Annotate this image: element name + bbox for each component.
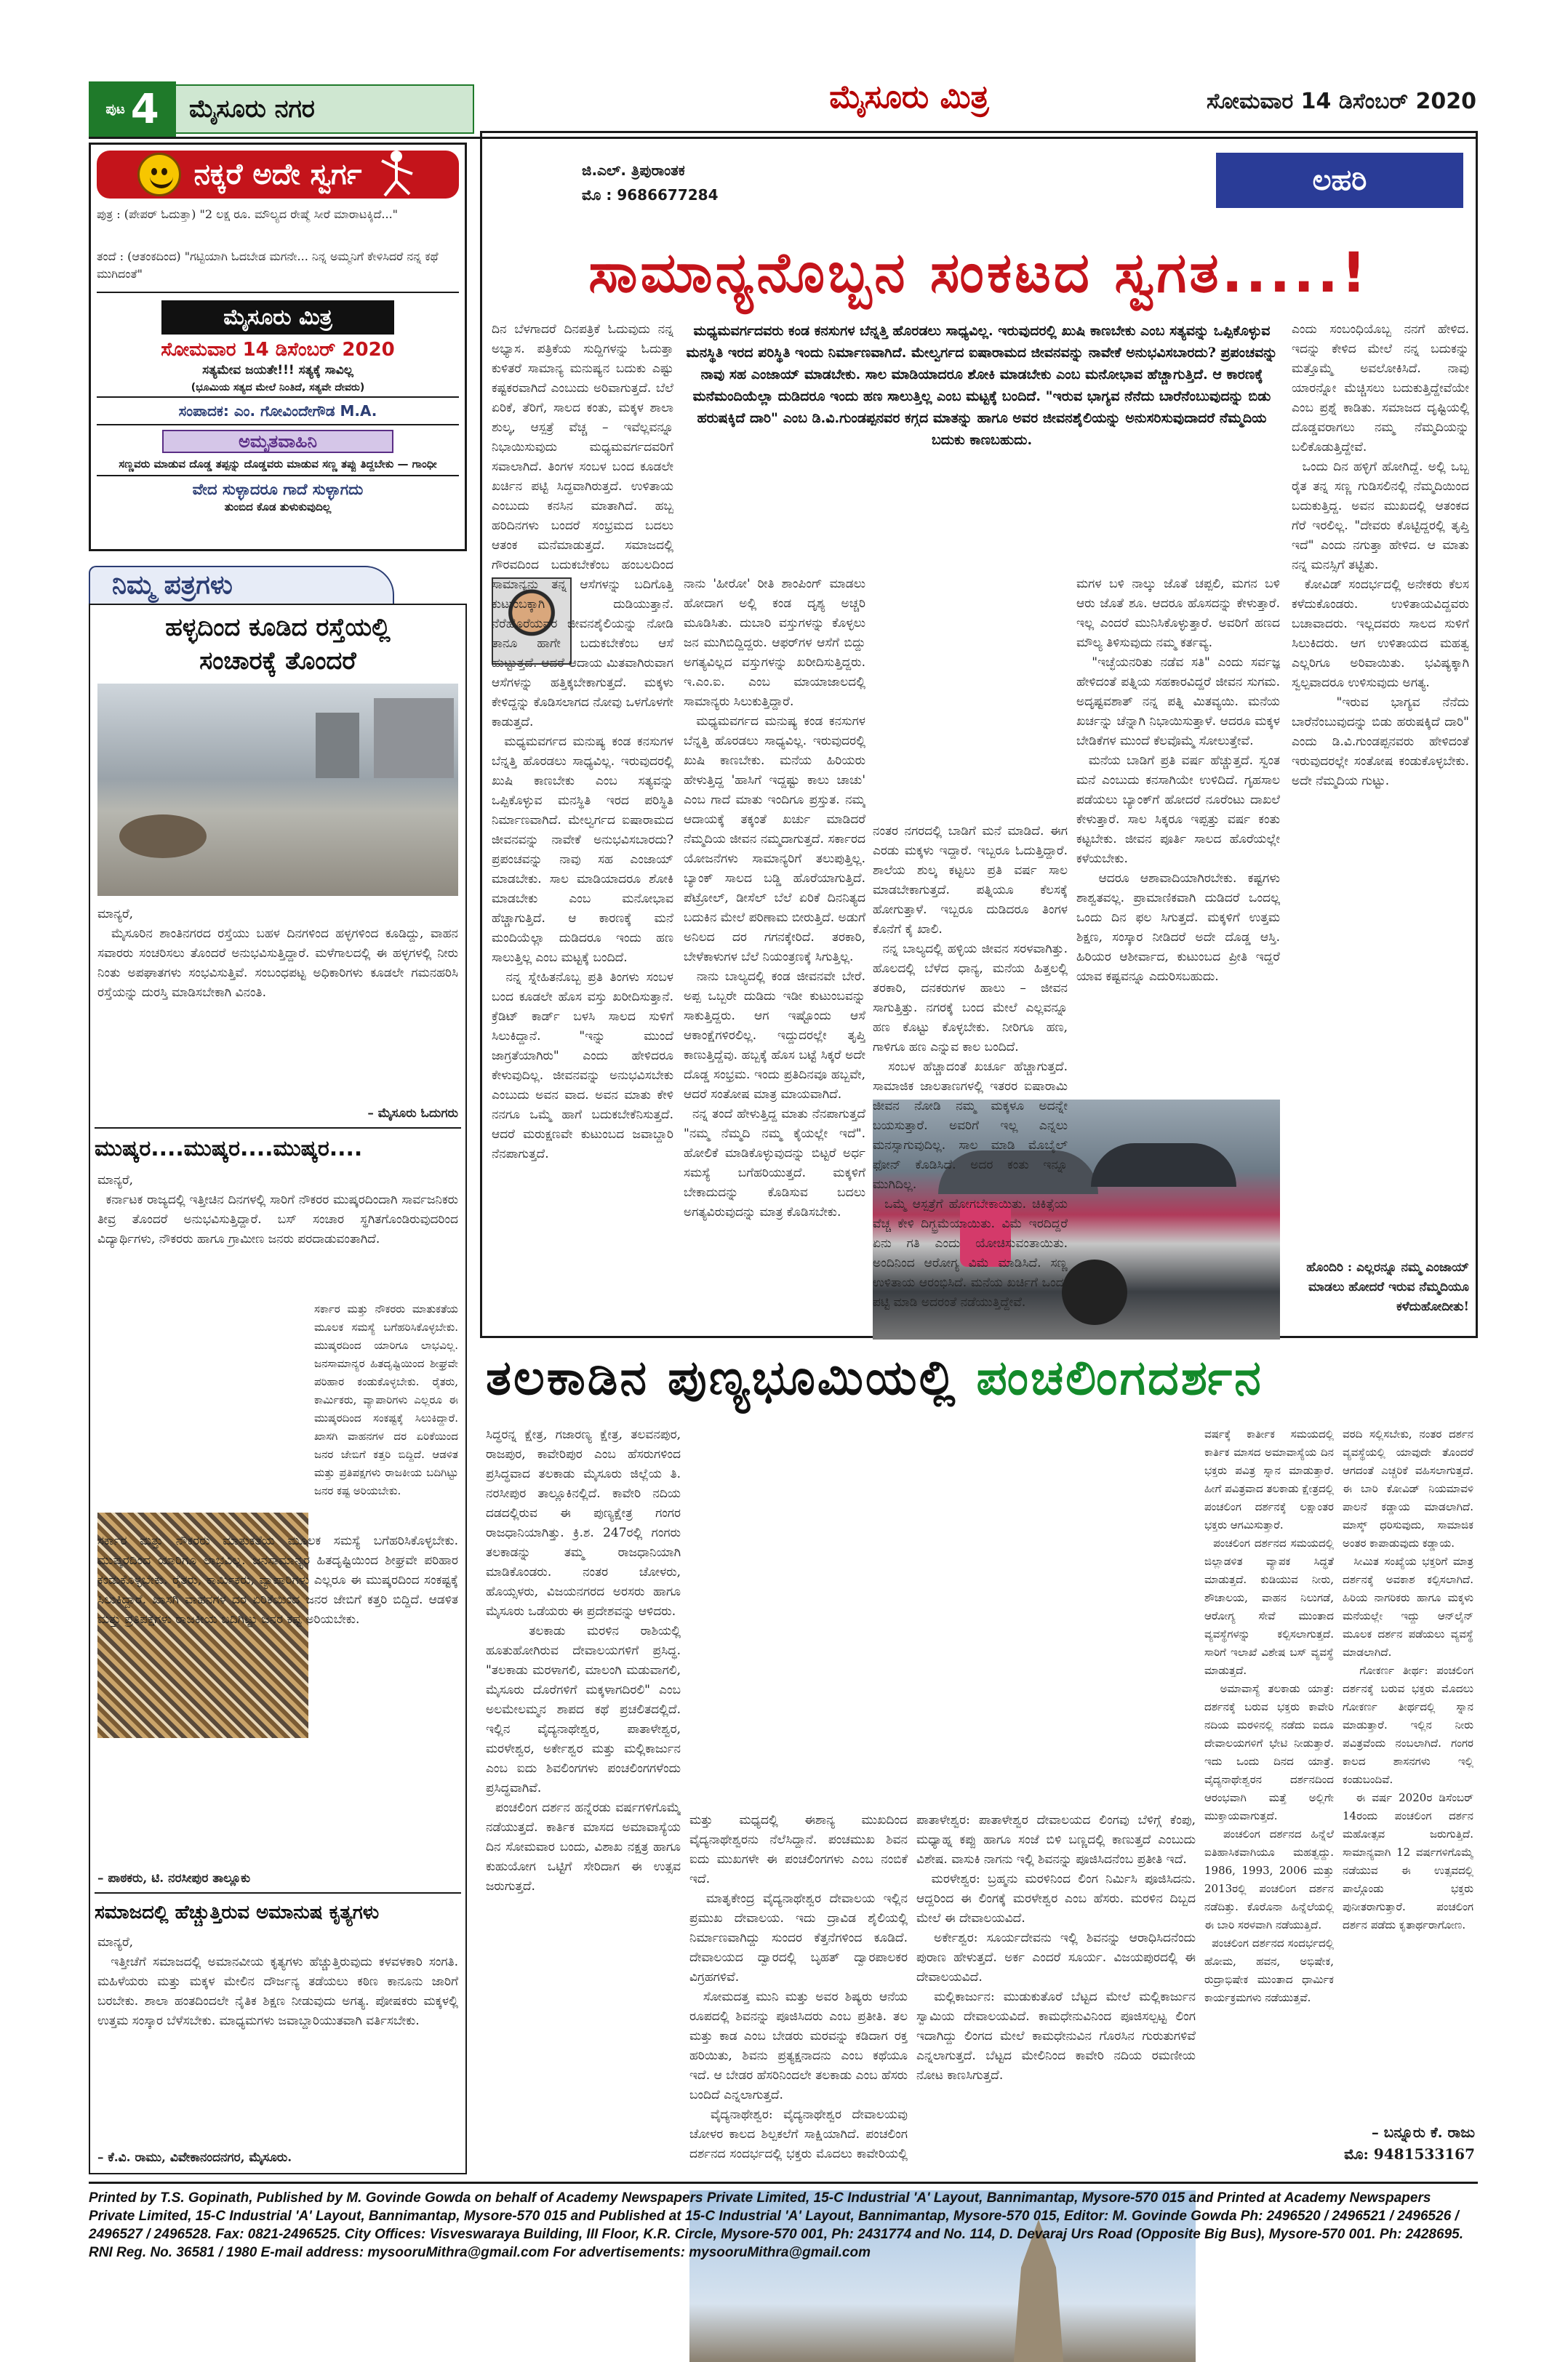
imprint-footer: Printed by T.S. Gopinath, Published by M. Govinde Gowda on behalf of Academy Newspapers Private Limited, 15-C Industrial 'A' Layout, Bannimantap, Mysore-570 015 and Printed at Academy Newspapers Private Limited, 15-C Industrial 'A' Layout, Bannimantap, Mysore-570 015 and Published at 15-C Industrial 'A' Layout, Bannimantap, Mysore-570 015, Editor: M. Govinde Gowda Ph: 2496520 / 2496521 / 2496526 / 2496527 / 2496528. Fax: 0821-2496525. City Offices: Visveswaraya Building, III Floor, K.R. Circle, Mysore-570 001, Ph: 2431774 and No. 114, D. Devaraj Urs Road (Opposite Big Bus), Mysore-570 001. Ph: 2428695. RNI Reg. No. 36581 / 1980 E-mail address: mysooruMithra@gmail.com For advertisements: mysooruMithra@gmail.com (89, 2190, 1463, 2260)
letter-1-headline-line-2: ಸಂಚಾರಕ್ಕೆ ತೊಂದರೆ (199, 646, 356, 676)
talakadu-headline-green: ಪಂಚಲಿಂಗದರ್ಶನ (976, 1350, 1263, 1406)
paper-motto-1: ಸತ್ಯಮೇವ ಜಯತೇ!!! ಸತ್ಯಕ್ಕೆ ಸಾವಿಲ್ಲ (202, 363, 353, 377)
letters-tab-label: ನಿಮ್ಮ ಪತ್ರಗಳು (112, 570, 233, 600)
fun-line-1: ಪುತ್ರ : (ಪೇಪರ್ ಓದುತ್ತಾ) "2 ಲಕ್ಷ ರೂ. ಮೌಲ್ಯದ ರೇಷ್ಮೆ ಸೀರೆ ಮಾರಾಟಕ್ಕಿದೆ..." (97, 207, 399, 221)
lahari-lead: ಮಧ್ಯಮವರ್ಗದವರು ಕಂಡ ಕನಸುಗಳ ಬೆನ್ನತ್ತಿ ಹೊರಡಲು ಸಾಧ್ಯವಿಲ್ಲ. ಇರುವುದರಲ್ಲಿ ಖುಷಿ ಕಾಣಬೇಕು ಎಂಬ ಸತ್ಯವನ್ನು ಒಪ್ಪಿಕೊಳ್ಳುವ ಮನಸ್ಥಿತಿ ಇರದ ಪರಿಸ್ಥಿತಿ ಇಂದು ನಿರ್ಮಾಣವಾಗಿದೆ. ಮೇಲ್ವರ್ಗದ ಐಷಾರಾಮದ ಜೀವನವನ್ನು ನಾವೇಕೆ ಅನುಭವಿಸಬಾರದು? ಪ್ರಪಂಚವನ್ನು ನಾವು ಸಹ ಎಂಜಾಯ್ ಮಾಡಬೇಕು. ಸಾಲ ಮಾಡಿಯಾದರೂ ಶೋಕಿ ಮಾಡಬೇಕು ಎಂಬ ಮನೋಭಾವ ಹೆಚ್ಚಾಗುತ್ತಿದೆ. ಆ ಕಾರಣಕ್ಕೆ ಮನೆಮಂದಿಯೆಲ್ಲಾ ದುಡಿದರೂ ಇಂದು ಹಣ ಸಾಲುತ್ತಿಲ್ಲ ಎಂಬ ಮಟ್ಟಕ್ಕೆ ಬಂದಿದೆ. "ಇರುವ ಭಾಗ್ಯವ ನೆನೆದು ಬಾರೆನೆಂಬುವುದನ್ನು ಬಿಡು ಹರುಷಕ್ಕಿದೆ ದಾರಿ" ಎಂಬ ಡಿ.ವಿ.ಗುಂಡಪ್ಪನವರ ಕಗ್ಗದ ಮಾತನ್ನು ಹಾಗೂ ಅವರ ಜೀವನಶೈಲಿಯನ್ನು ಅನುಸರಿಸುವುದಾದರೆ ನೆಮ್ಮದಿಯ ಬದುಕು ಕಾಣಬಹುದು. (686, 323, 1278, 448)
talakadu-phone: ಮೊ: 9481533167 (1344, 2145, 1475, 2163)
amruta-title: ಅಮೃತವಾಹಿನಿ (162, 430, 393, 453)
veda-text: ತುಂಬಿದ ಕೊಡ ತುಳುಕುವುದಿಲ್ಲ (224, 500, 332, 513)
letter-2-signature: – ಪಾಠಕರು, ಟಿ. ನರಸೀಪುರ ತಾಲ್ಲೂಕು (97, 1871, 251, 1886)
letter-1-headline-line-1: ಹಳ್ಳದಿಂದ ಕೂಡಿದ ರಸ್ತೆಯಲ್ಲಿ (165, 613, 391, 642)
letter-1-body: ಮಾನ್ಯರೆ, ಮೈಸೂರಿನ ಶಾಂತಿನಗರದ ರಸ್ತೆಯು ಬಹಳ ದಿನಗಳಿಂದ ಹಳ್ಳಗಳಿಂದ ಕೂಡಿದ್ದು, ವಾಹನ ಸವಾರರು ಸಂಚರಿಸಲು ತೊಂದರೆ ಅನುಭವಿಸುತ್ತಿದ್ದಾರೆ. ಮಳೆಗಾಲದಲ್ಲಿ ಈ ಹಳ್ಳಗಳಲ್ಲಿ ನೀರು ನಿಂತು ಅಪಘಾತಗಳು ಸಂಭವಿಸುತ್ತಿವೆ. ಸಂಬಂಧಪಟ್ಟ ಅಧಿಕಾರಿಗಳು ಕೂಡಲೇ ಗಮನಹರಿಸಿ ರಸ್ತೆಯನ್ನು ದುರಸ್ತಿ ಮಾಡಿಸಬೇಕಾಗಿ ವಿನಂತಿ. (97, 907, 458, 1000)
talakadu-headline-black: ತಲಕಾಡಿನ ಪುಣ್ಯಭೂಮಿಯಲ್ಲಿ (486, 1350, 958, 1406)
paper-motto-2: (ಭೂಮಿಯ ಸತ್ಯದ ಮೇಲೆ ನಿಂತಿದೆ, ಸತ್ಯವೇ ದೇವರು) (191, 382, 365, 393)
lahari-col-3: ನಂತರ ನಗರದಲ್ಲಿ ಬಾಡಿಗೆ ಮನೆ ಮಾಡಿದೆ. ಈಗ ಎರಡು ಮಕ್ಕಳು ಇದ್ದಾರೆ. ಇಬ್ಬರೂ ಓದುತ್ತಿದ್ದಾರೆ. ಶಾಲೆಯ ಶುಲ್ಕ ಕಟ್ಟಲು ಪ್ರತಿ ವರ್ಷ ಸಾಲ ಮಾಡಬೇಕಾಗುತ್ತದೆ. ಪತ್ನಿಯೂ ಕೆಲಸಕ್ಕೆ ಹೋಗುತ್ತಾಳೆ. ಇಬ್ಬರೂ ದುಡಿದರೂ ತಿಂಗಳ ಕೊನೆಗೆ ಕೈ ಖಾಲಿ. ನನ್ನ ಬಾಲ್ಯದಲ್ಲಿ ಹಳ್ಳಿಯ ಜೀವನ ಸರಳವಾಗಿತ್ತು. ಹೊಲದಲ್ಲಿ ಬೆಳೆದ ಧಾನ್ಯ, ಮನೆಯ ಹಿತ್ತಲಲ್ಲಿ ತರಕಾರಿ, ದನಕರುಗಳ ಹಾಲು – ಜೀವನ ಸಾಗುತ್ತಿತ್ತು. ನಗರಕ್ಕೆ ಬಂದ ಮೇಲೆ ಎಲ್ಲವನ್ನೂ ಹಣ ಕೊಟ್ಟು ಕೊಳ್ಳಬೇಕು. ನೀರಿಗೂ ಹಣ, ಗಾಳಿಗೂ ಹಣ ಎನ್ನುವ ಕಾಲ ಬಂದಿದೆ. ಸಂಬಳ ಹೆಚ್ಚಾದಂತೆ ಖರ್ಚೂ ಹೆಚ್ಚಾಗುತ್ತದೆ. ಸಾಮಾಜಿಕ ಜಾಲತಾಣಗಳಲ್ಲಿ ಇತರರ ಐಷಾರಾಮಿ ಜೀವನ ನೋಡಿ ನಮ್ಮ ಮಕ್ಕಳೂ ಅದನ್ನೇ ಬಯಸುತ್ತಾರೆ. ಅವರಿಗೆ ಇಲ್ಲ ಎನ್ನಲು ಮನಸ್ಸಾಗುವುದಿಲ್ಲ. ಸಾಲ ಮಾಡಿ ಮೊಬೈಲ್ ಫೋನ್ ಕೊಡಿಸಿದೆ. ಅದರ ಕಂತು ಇನ್ನೂ ಮುಗಿದಿಲ್ಲ. ಒಮ್ಮೆ ಆಸ್ಪತ್ರೆಗೆ ಹೋಗಬೇಕಾಯಿತು. ಚಿಕಿತ್ಸೆಯ ವೆಚ್ಚ ಕೇಳಿ ದಿಗ್ಭ್ರಮೆಯಾಯಿತು. ವಿಮೆ ಇರದಿದ್ದರೆ ಏನು ಗತಿ ಎಂದು ಯೋಚಿಸುವಂತಾಯಿತು. ಅಂದಿನಿಂದ ಆರೋಗ್ಯ ವಿಮೆ ಮಾಡಿಸಿದೆ. ಸಣ್ಣ ಉಳಿತಾಯ ಆರಂಭಿಸಿದೆ. ಮನೆಯ ಖರ್ಚಿಗೆ ಒಂದು ಪಟ್ಟಿ ಮಾಡಿ ಅದರಂತೆ ನಡೆಯುತ್ತಿದ್ದೇವೆ. (873, 824, 1068, 1310)
talakadu-col-5: ವರದಿ ಸಲ್ಲಿಸಬೇಕು, ನಂತರ ದರ್ಶನ ವ್ಯವಸ್ಥೆಯಲ್ಲಿ ಯಾವುದೇ ತೊಂದರೆ ಆಗದಂತೆ ಎಚ್ಚರಿಕೆ ವಹಿಸಲಾಗುತ್ತದೆ. ಈ ಬಾರಿ ಕೋವಿಡ್ ನಿಯಮಾವಳಿ ಪಾಲನೆ ಕಡ್ಡಾಯ ಮಾಡಲಾಗಿದೆ. ಮಾಸ್ಕ್ ಧರಿಸುವುದು, ಸಾಮಾಜಿಕ ಅಂತರ ಕಾಪಾಡುವುದು ಕಡ್ಡಾಯ. ಸೀಮಿತ ಸಂಖ್ಯೆಯ ಭಕ್ತರಿಗೆ ಮಾತ್ರ ದರ್ಶನಕ್ಕೆ ಅವಕಾಶ ಕಲ್ಪಿಸಲಾಗಿದೆ. ಹಿರಿಯ ನಾಗರಿಕರು ಹಾಗೂ ಮಕ್ಕಳು ಮನೆಯಲ್ಲೇ ಇದ್ದು ಆನ್‌ಲೈನ್ ಮೂಲಕ ದರ್ಶನ ಪಡೆಯಲು ವ್ಯವಸ್ಥೆ ಮಾಡಲಾಗಿದೆ. ಗೋಕರ್ಣ ತೀರ್ಥ: ಪಂಚಲಿಂಗ ದರ್ಶನಕ್ಕೆ ಬರುವ ಭಕ್ತರು ಮೊದಲು ಗೋಕರ್ಣ ತೀರ್ಥದಲ್ಲಿ ಸ್ನಾನ ಮಾಡುತ್ತಾರೆ. ಇಲ್ಲಿನ ನೀರು ಪವಿತ್ರವೆಂದು ನಂಬಲಾಗಿದೆ. ಗಂಗರ ಕಾಲದ ಶಾಸನಗಳು ಇಲ್ಲಿ ಕಂಡುಬಂದಿವೆ. ಈ ವರ್ಷ 2020ರ ಡಿಸೆಂಬರ್ 14ರಂದು ಪಂಚಲಿಂಗ ದರ್ಶನ ಮಹೋತ್ಸವ ಜರುಗುತ್ತಿದೆ. ಸಾಮಾನ್ಯವಾಗಿ 12 ವರ್ಷಗಳಿಗೊಮ್ಮೆ ನಡೆಯುವ ಈ ಉತ್ಸವದಲ್ಲಿ ಪಾಲ್ಗೊಂಡು ಭಕ್ತರು ಪುನೀತರಾಗುತ್ತಾರೆ. ಪಂಚಲಿಂಗ ದರ್ಶನ ಪಡೆದು ಕೃತಾರ್ಥರಾಗೋಣ. (1343, 1428, 1473, 1931)
letters-section-tab (89, 566, 394, 605)
page-label: ಪುಟ (105, 101, 125, 117)
letter-1-headline (95, 611, 461, 678)
talakadu-col-4: ವರ್ಷಕ್ಕೆ ಕಾರ್ತೀಕ ಸಮಯದಲ್ಲಿ ಕಾರ್ತಿಕ ಮಾಸದ ಅಮಾವಾಸ್ಯೆಯ ದಿನ ಭಕ್ತರು ಪವಿತ್ರ ಸ್ನಾನ ಮಾಡುತ್ತಾರೆ. ಹೀಗೆ ಪವಿತ್ರವಾದ ತಲಕಾಡು ಕ್ಷೇತ್ರದಲ್ಲಿ ಪಂಚಲಿಂಗ ದರ್ಶನಕ್ಕೆ ಲಕ್ಷಾಂತರ ಭಕ್ತರು ಆಗಮಿಸುತ್ತಾರೆ. ಪಂಚಲಿಂಗ ದರ್ಶನದ ಸಮಯದಲ್ಲಿ ಜಿಲ್ಲಾಡಳಿತ ವ್ಯಾಪಕ ಸಿದ್ಧತೆ ಮಾಡುತ್ತದೆ. ಕುಡಿಯುವ ನೀರು, ಶೌಚಾಲಯ, ವಾಹನ ನಿಲುಗಡೆ, ಆರೋಗ್ಯ ಸೇವೆ ಮುಂತಾದ ವ್ಯವಸ್ಥೆಗಳನ್ನು ಕಲ್ಪಿಸಲಾಗುತ್ತದೆ. ಸಾರಿಗೆ ಇಲಾಖೆ ವಿಶೇಷ ಬಸ್ ವ್ಯವಸ್ಥೆ ಮಾಡುತ್ತದೆ. ಅಮಾವಾಸ್ಯೆ ತಲಕಾಡು ಯಾತ್ರೆ: ದರ್ಶನಕ್ಕೆ ಬರುವ ಭಕ್ತರು ಕಾವೇರಿ ನದಿಯ ಮರಳಿನಲ್ಲಿ ನಡೆದು ಐದೂ ದೇವಾಲಯಗಳಿಗೆ ಭೇಟಿ ನೀಡುತ್ತಾರೆ. ಇದು ಒಂದು ದಿನದ ಯಾತ್ರೆ. ವೈದ್ಯನಾಥೇಶ್ವರನ ದರ್ಶನದಿಂದ ಆರಂಭವಾಗಿ ಮತ್ತೆ ಅಲ್ಲಿಗೇ ಮುಕ್ತಾಯವಾಗುತ್ತದೆ. ಪಂಚಲಿಂಗ ದರ್ಶನದ ಹಿನ್ನೆಲೆ ಐತಿಹಾಸಿಕವಾಗಿಯೂ ಮಹತ್ವದ್ದು. 1986, 1993, 2006 ಮತ್ತು 2013ರಲ್ಲಿ ಪಂಚಲಿಂಗ ದರ್ಶನ ನಡೆದಿತ್ತು. ಕೊರೊನಾ ಹಿನ್ನೆಲೆಯಲ್ಲಿ ಈ ಬಾರಿ ಸರಳವಾಗಿ ನಡೆಯುತ್ತಿದೆ. ಪಂಚಲಿಂಗ ದರ್ಶನದ ಸಂದರ್ಭದಲ್ಲಿ ಹೋಮ, ಹವನ, ಅಭಿಷೇಕ, ರುದ್ರಾಭಿಷೇಕ ಮುಂತಾದ ಧಾರ್ಮಿಕ ಕಾರ್ಯಕ್ರಮಗಳು ನಡೆಯುತ್ತವೆ. (1204, 1428, 1334, 2004)
fun-divider (97, 292, 459, 293)
author-name: ಜಿ.ಎಲ್. ತ್ರಿಪುರಾಂತಕ (582, 161, 685, 179)
masthead: ಮೈಸೂರು ಮಿತ್ರ (829, 79, 989, 116)
paper-divider-1 (97, 396, 459, 398)
date-line: ಸೋಮವಾರ 14 ಡಿಸೆಂಬರ್ 2020 (1207, 89, 1476, 114)
talakadu-col-3: ಪಾತಾಳೇಶ್ವರ: ಪಾತಾಳೇಶ್ವರ ದೇವಾಲಯದ ಲಿಂಗವು ಬೆಳಿಗ್ಗೆ ಕೆಂಪು, ಮಧ್ಯಾಹ್ನ ಕಪ್ಪು ಹಾಗೂ ಸಂಜೆ ಬಿಳಿ ಬಣ್ಣದಲ್ಲಿ ಕಾಣುತ್ತದೆ ಎಂಬುದು ವಿಶೇಷ. ವಾಸುಕಿ ನಾಗನು ಇಲ್ಲಿ ಶಿವನನ್ನು ಪೂಜಿಸಿದನೆಂಬ ಪ್ರತೀತಿ ಇದೆ. ಮರಳೇಶ್ವರ: ಬ್ರಹ್ಮನು ಮರಳಿನಿಂದ ಲಿಂಗ ನಿರ್ಮಿಸಿ ಪೂಜಿಸಿದನು. ಆದ್ದರಿಂದ ಈ ಲಿಂಗಕ್ಕೆ ಮರಳೇಶ್ವರ ಎಂಬ ಹೆಸರು. ಮರಳಿನ ದಿಬ್ಬದ ಮೇಲೆ ಈ ದೇವಾಲಯವಿದೆ. ಅರ್ಕೇಶ್ವರ: ಸೂರ್ಯದೇವನು ಇಲ್ಲಿ ಶಿವನನ್ನು ಆರಾಧಿಸಿದನೆಂದು ಪುರಾಣ ಹೇಳುತ್ತದೆ. ಅರ್ಕ ಎಂದರೆ ಸೂರ್ಯ. ವಿಜಯಪುರದಲ್ಲಿ ಈ ದೇವಾಲಯವಿದೆ. ಮಲ್ಲಿಕಾರ್ಜುನ: ಮುಡುಕುತೊರೆ ಬೆಟ್ಟದ ಮೇಲೆ ಮಲ್ಲಿಕಾರ್ಜುನ ಸ್ವಾಮಿಯ ದೇವಾಲಯವಿದೆ. ಕಾಮಧೇನುವಿನಿಂದ ಪೂಜಿಸಲ್ಪಟ್ಟ ಲಿಂಗ ಇದಾಗಿದ್ದು ಲಿಂಗದ ಮೇಲೆ ಕಾಮಧೇನುವಿನ ಗೊರಸಿನ ಗುರುತುಗಳಿವೆ ಎನ್ನಲಾಗುತ್ತದೆ. ಬೆಟ್ಟದ ಮೇಲಿನಿಂದ ಕಾವೇರಿ ನದಿಯ ರಮಣೀಯ ನೋಟ ಕಾಣಸಿಗುತ್ತದೆ. (916, 1813, 1196, 2083)
letter-3-signature: – ಕೆ.ವಿ. ರಾಮು, ವಿವೇಕಾನಂದನಗರ, ಮೈಸೂರು. (97, 2150, 292, 2165)
paper-divider-3 (97, 475, 459, 476)
lahari-col-5: ಎಂದು ಸಂಬಂಧಿಯೊಬ್ಬ ನನಗೆ ಹೇಳಿದ. ಇದನ್ನು ಕೇಳಿದ ಮೇಲೆ ನನ್ನ ಬದುಕನ್ನು ಮತ್ತೊಮ್ಮೆ ಅವಲೋಕಿಸಿದೆ. ನಾವು ಯಾರನ್ನೋ ಮೆಚ್ಚಿಸಲು ಬದುಕುತ್ತಿದ್ದೇವೆಯೇ ಎಂಬ ಪ್ರಶ್ನೆ ಕಾಡಿತು. ಸಮಾಜದ ದೃಷ್ಟಿಯಲ್ಲಿ ದೊಡ್ಡವರಾಗಲು ನಮ್ಮ ನೆಮ್ಮದಿಯನ್ನು ಬಲಿಕೊಡುತ್ತಿದ್ದೇವೆ. ಒಂದು ದಿನ ಹಳ್ಳಿಗೆ ಹೋಗಿದ್ದೆ. ಅಲ್ಲಿ ಒಬ್ಬ ರೈತ ತನ್ನ ಸಣ್ಣ ಗುಡಿಸಲಿನಲ್ಲಿ ನೆಮ್ಮದಿಯಿಂದ ಬದುಕುತ್ತಿದ್ದ. ಅವನ ಮುಖದಲ್ಲಿ ಆತಂಕದ ಗೆರೆ ಇರಲಿಲ್ಲ. "ದೇವರು ಕೊಟ್ಟಿದ್ದರಲ್ಲಿ ತೃಪ್ತಿ ಇದೆ" ಎಂದು ನಗುತ್ತಾ ಹೇಳಿದ. ಆ ಮಾತು ನನ್ನ ಮನಸ್ಸಿಗೆ ತಟ್ಟಿತು. ಕೋವಿಡ್ ಸಂದರ್ಭದಲ್ಲಿ ಅನೇಕರು ಕೆಲಸ ಕಳೆದುಕೊಂಡರು. ಉಳಿತಾಯವಿದ್ದವರು ಬಚಾವಾದರು. ಇಲ್ಲದವರು ಸಾಲದ ಸುಳಿಗೆ ಸಿಲುಕಿದರು. ಆಗ ಉಳಿತಾಯದ ಮಹತ್ವ ಎಲ್ಲರಿಗೂ ಅರಿವಾಯಿತು. ಭವಿಷ್ಯಕ್ಕಾಗಿ ಸ್ವಲ್ಪವಾದರೂ ಉಳಿಸುವುದು ಅಗತ್ಯ. "ಇರುವ ಭಾಗ್ಯವ ನೆನೆದು ಬಾರೆನೆಂಬುವುದನ್ನು ಬಿಡು ಹರುಷಕ್ಕಿದೆ ದಾರಿ" ಎಂದು ಡಿ.ವಿ.ಗುಂಡಪ್ಪನವರು ಹೇಳಿದಂತೆ ಇರುವುದರಲ್ಲೇ ಸಂತೋಷ ಕಂಡುಕೊಳ್ಳಬೇಕು. ಅದೇ ನೆಮ್ಮದಿಯ ಗುಟ್ಟು. (1292, 322, 1469, 788)
talakadu-col-1: ಸಿದ್ಧರನ್ನ ಕ್ಷೇತ್ರ, ಗಜಾರಣ್ಯ ಕ್ಷೇತ್ರ, ತಲವನಪುರ, ರಾಜಪುರ, ಕಾವೇರಿಪುರ ಎಂಬ ಹೆಸರುಗಳಿಂದ ಪ್ರಸಿದ್ಧವಾದ ತಲಕಾಡು ಮೈಸೂರು ಜಿಲ್ಲೆಯ ತಿ. ನರಸೀಪುರ ತಾಲ್ಲೂಕಿನಲ್ಲಿದೆ. ಕಾವೇರಿ ನದಿಯ ದಡದಲ್ಲಿರುವ ಈ ಪುಣ್ಯಕ್ಷೇತ್ರ ಗಂಗರ ರಾಜಧಾನಿಯಾಗಿತ್ತು. ಕ್ರಿ.ಶ. 247ರಲ್ಲಿ ಗಂಗರು ತಲಕಾಡನ್ನು ತಮ್ಮ ರಾಜಧಾನಿಯಾಗಿ ಮಾಡಿಕೊಂಡರು. ನಂತರ ಚೋಳರು, ಹೊಯ್ಸಳರು, ವಿಜಯನಗರದ ಅರಸರು ಹಾಗೂ ಮೈಸೂರು ಒಡೆಯರು ಈ ಪ್ರದೇಶವನ್ನು ಆಳಿದರು. ತಲಕಾಡು ಮರಳಿನ ರಾಶಿಯಲ್ಲಿ ಹೂತುಹೋಗಿರುವ ದೇವಾಲಯಗಳಿಗೆ ಪ್ರಸಿದ್ಧ. "ತಲಕಾಡು ಮರಳಾಗಲಿ, ಮಾಲಂಗಿ ಮಡುವಾಗಲಿ, ಮೈಸೂರು ದೊರೆಗಳಿಗೆ ಮಕ್ಕಳಾಗದಿರಲಿ" ಎಂಬ ಅಲಮೇಲಮ್ಮನ ಶಾಪದ ಕಥೆ ಪ್ರಚಲಿತದಲ್ಲಿದೆ. ಇಲ್ಲಿನ ವೈದ್ಯನಾಥೇಶ್ವರ, ಪಾತಾಳೇಶ್ವರ, ಮರಳೇಶ್ವರ, ಅರ್ಕೇಶ್ವರ ಮತ್ತು ಮಲ್ಲಿಕಾರ್ಜುನ ಎಂಬ ಐದು ಶಿವಲಿಂಗಗಳು ಪಂಚಲಿಂಗಗಳೆಂದು ಪ್ರಸಿದ್ಧವಾಗಿವೆ. ಪಂಚಲಿಂಗ ದರ್ಶನ ಹನ್ನೆರಡು ವರ್ಷಗಳಿಗೊಮ್ಮೆ ನಡೆಯುತ್ತದೆ. ಕಾರ್ತಿಕ ಮಾಸದ ಅಮಾವಾಸ್ಯೆಯ ದಿನ ಸೋಮವಾರ ಬಂದು, ವಿಶಾಖ ನಕ್ಷತ್ರ ಹಾಗೂ ಕುಹುಯೋಗ ಒಟ್ಟಿಗೆ ಸೇರಿದಾಗ ಈ ಉತ್ಸವ ಜರುಗುತ್ತದೆ. (486, 1428, 681, 1894)
section-name: ಮೈಸೂರು ನಗರ (176, 84, 474, 134)
amruta-text: ಸಣ್ಣವರು ಮಾಡುವ ದೊಡ್ಡ ತಪ್ಪನ್ನು ದೊಡ್ಡವರು ಮಾಡುವ ಸಣ್ಣ ತಪ್ಪು ತಿದ್ದಬೇಕು — ಗಾಂಧೀ (119, 457, 437, 471)
footer-rule (89, 2182, 1478, 2184)
lahari-closing: ಹೊಂದಿರಿ : ಎಲ್ಲರನ್ನೂ ನಮ್ಮ ಎಂಜಾಯ್ ಮಾಡಲು ಹೋದರೆ ಇರುವ ನೆಮ್ಮದಿಯೂ ಕಳೆದುಹೋದೀತು! (1306, 1260, 1469, 1314)
page-number-badge (89, 81, 176, 137)
lahari-headline: ಸಾಮಾನ್ಯನೊಬ್ಬನ ಸಂಕಟದ ಸ್ವಗತ.....! (588, 240, 1369, 305)
editor-line: ಸಂಪಾದಕ: ಎಂ. ಗೋವಿಂದೇಗೌಡ M.A. (178, 402, 377, 420)
paper-divider-2 (97, 424, 459, 425)
fun-box-title (97, 151, 459, 199)
fun-box (89, 143, 467, 551)
lahari-col-1: ದಿನ ಬೆಳಗಾದರೆ ದಿನಪತ್ರಿಕೆ ಓದುವುದು ನನ್ನ ಅಭ್ಯಾಸ. ಪತ್ರಿಕೆಯ ಸುದ್ದಿಗಳನ್ನು ಓದುತ್ತಾ ಕುಳಿತರೆ ಸಾಮಾನ್ಯ ಮನುಷ್ಯನ ಬದುಕು ಎಷ್ಟು ಕಷ್ಟಕರವಾಗಿದೆ ಎಂಬುದು ಅರಿವಾಗುತ್ತದೆ. ಬೆಲೆ ಏರಿಕೆ, ತೆರಿಗೆ, ಸಾಲದ ಕಂತು, ಮಕ್ಕಳ ಶಾಲಾ ಶುಲ್ಕ, ಆಸ್ಪತ್ರೆ ವೆಚ್ಚ – ಇವೆಲ್ಲವನ್ನೂ ನಿಭಾಯಿಸುವುದು ಮಧ್ಯಮವರ್ಗದವರಿಗೆ ಸವಾಲಾಗಿದೆ. ತಿಂಗಳ ಸಂಬಳ ಬಂದ ಕೂಡಲೇ ಖರ್ಚಿನ ಪಟ್ಟಿ ಸಿದ್ಧವಾಗಿರುತ್ತದೆ. ಉಳಿತಾಯ ಎಂಬುದು ಕನಸಿನ ಮಾತಾಗಿದೆ. ಹಬ್ಬ ಹರಿದಿನಗಳು ಬಂದರೆ ಸಂಭ್ರಮದ ಬದಲು ಆತಂಕ ಮನೆಮಾಡುತ್ತದೆ. ಸಮಾಜದಲ್ಲಿ ಗೌರವದಿಂದ ಬದುಕಬೇಕೆಂಬ ಹಂಬಲದಿಂದ ಸಾಮಾನ್ಯನು ತನ್ನ ಆಸೆಗಳನ್ನು ಬದಿಗೊತ್ತಿ ಕುಟುಂಬಕ್ಕಾಗಿ ದುಡಿಯುತ್ತಾನೆ. ನೆರೆಹೊರೆಯವರ ಜೀವನಶೈಲಿಯನ್ನು ನೋಡಿ ತಾನೂ ಹಾಗೇ ಬದುಕಬೇಕೆಂಬ ಆಸೆ ಹುಟ್ಟುತ್ತದೆ. ಆದರೆ ಆದಾಯ ಮಿತವಾಗಿರುವಾಗ ಆಸೆಗಳನ್ನು ಹತ್ತಿಕ್ಕಬೇಕಾಗುತ್ತದೆ. ಮಕ್ಕಳು ಕೇಳಿದ್ದನ್ನು ಕೊಡಿಸಲಾಗದ ನೋವು ಒಳಗೊಳಗೇ ಕಾಡುತ್ತದೆ. ಮಧ್ಯಮವರ್ಗದ ಮನುಷ್ಯ ಕಂಡ ಕನಸುಗಳ ಬೆನ್ನತ್ತಿ ಹೊರಡಲು ಸಾಧ್ಯವಿಲ್ಲ. ಇರುವುದರಲ್ಲಿ ಖುಷಿ ಕಾಣಬೇಕು ಎಂಬ ಸತ್ಯವನ್ನು ಒಪ್ಪಿಕೊಳ್ಳುವ ಮನಸ್ಥಿತಿ ಇರದ ಪರಿಸ್ಥಿತಿ ನಿರ್ಮಾಣವಾಗಿದೆ. ಮೇಲ್ವರ್ಗದ ಐಷಾರಾಮದ ಜೀವನವನ್ನು ನಾವೇಕೆ ಅನುಭವಿಸಬಾರದು? ಪ್ರಪಂಚವನ್ನು ನಾವು ಸಹ ಎಂಜಾಯ್ ಮಾಡಬೇಕು. ಸಾಲ ಮಾಡಿಯಾದರೂ ಶೋಕಿ ಮಾಡಬೇಕು ಎಂಬ ಮನೋಭಾವ ಹೆಚ್ಚಾಗುತ್ತಿದೆ. ಆ ಕಾರಣಕ್ಕೆ ಮನೆ ಮಂದಿಯೆಲ್ಲಾ ದುಡಿದರೂ ಇಂದು ಹಣ ಸಾಲುತ್ತಿಲ್ಲ ಎಂಬ ಮಟ್ಟಕ್ಕೆ ಬಂದಿದೆ. ನನ್ನ ಸ್ನೇಹಿತನೊಬ್ಬ ಪ್ರತಿ ತಿಂಗಳು ಸಂಬಳ ಬಂದ ಕೂಡಲೇ ಹೊಸ ವಸ್ತು ಖರೀದಿಸುತ್ತಾನೆ. ಕ್ರೆಡಿಟ್ ಕಾರ್ಡ್ ಬಳಸಿ ಸಾಲದ ಸುಳಿಗೆ ಸಿಲುಕಿದ್ದಾನೆ. "ಇನ್ನು ಮುಂದೆ ಜಾಗ್ರತೆಯಾಗಿರು" ಎಂದು ಹೇಳಿದರೂ ಕೇಳುವುದಿಲ್ಲ. ಜೀವನವನ್ನು ಅನುಭವಿಸಬೇಕು ಎಂಬುದು ಅವನ ವಾದ. ಅವನ ಮಾತು ಕೇಳಿ ನನಗೂ ಒಮ್ಮೆ ಹಾಗೆ ಬದುಕಬೇಕೆನಿಸುತ್ತದೆ. ಆದರೆ ಮರುಕ್ಷಣವೇ ಕುಟುಂಬದ ಜವಾಬ್ದಾರಿ ನೆನಪಾಗುತ್ತದೆ. (492, 322, 673, 1161)
letter-divider-2 (95, 1892, 461, 1894)
fun-line-2: ತಂದೆ : (ಆತಂಕದಿಂದ) "ಗಟ್ಟಿಯಾಗಿ ಓದಬೇಡ ಮಗನೇ... ನಿನ್ನ ಅಮ್ಮನಿಗೆ ಕೇಳಿಸಿದರೆ ನನ್ನ ಕಥೆ ಮುಗಿದಂತೆ" (97, 249, 442, 281)
road-potholes-photo (97, 684, 458, 896)
letter-1-signature: – ಮೈಸೂರು ಓದುಗರು (367, 1106, 458, 1121)
letter-3-headline: ಸಮಾಜದಲ್ಲಿ ಹೆಚ್ಚುತ್ತಿರುವ ಅಮಾನುಷ ಕೃತ್ಯಗಳು (95, 1902, 380, 1923)
letter-2-headline: ಮುಷ್ಕರ....ಮುಷ್ಕರ....ಮುಷ್ಕರ.... (95, 1136, 363, 1161)
fun-box-title-text: ನಕ್ಕರೆ ಅದೇ ಸ್ವರ್ಗ (193, 158, 362, 191)
letter-2-body-side: ಸರ್ಕಾರ ಮತ್ತು ನೌಕರರು ಮಾತುಕತೆಯ ಮೂಲಕ ಸಮಸ್ಯೆ ಬಗೆಹರಿಸಿಕೊಳ್ಳಬೇಕು. ಮುಷ್ಕರದಿಂದ ಯಾರಿಗೂ ಲಾಭವಿಲ್ಲ. ಜನಸಾಮಾನ್ಯರ ಹಿತದೃಷ್ಟಿಯಿಂದ ಶೀಘ್ರವೇ ಪರಿಹಾರ ಕಂಡುಕೊಳ್ಳಬೇಕು. ರೈತರು, ಕಾರ್ಮಿಕರು, ವ್ಯಾಪಾರಿಗಳು ಎಲ್ಲರೂ ಈ ಮುಷ್ಕರದಿಂದ ಸಂಕಷ್ಟಕ್ಕೆ ಸಿಲುಕಿದ್ದಾರೆ. ಖಾಸಗಿ ವಾಹನಗಳ ದರ ಏರಿಕೆಯಿಂದ ಜನರ ಜೇಬಿಗೆ ಕತ್ತರಿ ಬಿದ್ದಿದೆ. ಆಡಳಿತ ಮತ್ತು ಪ್ರತಿಪಕ್ಷಗಳು ರಾಜಕೀಯ ಬದಿಗಿಟ್ಟು ಜನರ ಕಷ್ಟ ಅರಿಯಬೇಕು. (314, 1302, 458, 1497)
veda-title: ವೇದ ಸುಳ್ಳಾದರೂ ಗಾದೆ ಸುಳ್ಳಾಗದು (192, 481, 364, 498)
letter-2-body: ಮಾನ್ಯರೆ, ಕರ್ನಾಟಕ ರಾಜ್ಯದಲ್ಲಿ ಇತ್ತೀಚಿನ ದಿನಗಳಲ್ಲಿ ಸಾರಿಗೆ ನೌಕರರ ಮುಷ್ಕರದಿಂದಾಗಿ ಸಾರ್ವಜನಿಕರು ತೀವ್ರ ತೊಂದರೆ ಅನುಭವಿಸುತ್ತಿದ್ದಾರೆ. ಬಸ್ ಸಂಚಾರ ಸ್ಥಗಿತಗೊಂಡಿರುವುದರಿಂದ ವಿದ್ಯಾರ್ಥಿಗಳು, ನೌಕರರು ಹಾಗೂ ಗ್ರಾಮೀಣ ಜನರು ಪರದಾಡುವಂತಾಗಿದೆ. (97, 1173, 458, 1246)
author-phone: ಮೊ : 9686677284 (582, 186, 719, 204)
lahari-col-2: ನಾನು 'ಹೀರೋ' ರೀತಿ ಶಾಂಪಿಂಗ್ ಮಾಡಲು ಹೋದಾಗ ಅಲ್ಲಿ ಕಂಡ ದೃಶ್ಯ ಅಚ್ಚರಿ ಮೂಡಿಸಿತು. ದುಬಾರಿ ವಸ್ತುಗಳನ್ನು ಕೊಳ್ಳಲು ಜನ ಮುಗಿಬಿದ್ದಿದ್ದರು. ಆಫರ್‌ಗಳ ಆಸೆಗೆ ಬಿದ್ದು ಅಗತ್ಯವಿಲ್ಲದ ವಸ್ತುಗಳನ್ನು ಖರೀದಿಸುತ್ತಿದ್ದರು. ಇ.ಎಂ.ಐ. ಎಂಬ ಮಾಯಾಜಾಲದಲ್ಲಿ ಸಾಮಾನ್ಯರು ಸಿಲುಕುತ್ತಿದ್ದಾರೆ. ಮಧ್ಯಮವರ್ಗದ ಮನುಷ್ಯ ಕಂಡ ಕನಸುಗಳ ಬೆನ್ನತ್ತಿ ಹೊರಡಲು ಸಾಧ್ಯವಿಲ್ಲ. ಇರುವುದರಲ್ಲಿ ಖುಷಿ ಕಾಣಬೇಕು. ಮನೆಯ ಹಿರಿಯರು ಹೇಳುತ್ತಿದ್ದ 'ಹಾಸಿಗೆ ಇದ್ದಷ್ಟು ಕಾಲು ಚಾಚು' ಎಂಬ ಗಾದೆ ಮಾತು ಇಂದಿಗೂ ಪ್ರಸ್ತುತ. ನಮ್ಮ ಆದಾಯಕ್ಕೆ ತಕ್ಕಂತೆ ಖರ್ಚು ಮಾಡಿದರೆ ನೆಮ್ಮದಿಯ ಜೀವನ ನಮ್ಮದಾಗುತ್ತದೆ. ಸರ್ಕಾರದ ಯೋಜನೆಗಳು ಸಾಮಾನ್ಯರಿಗೆ ತಲುಪುತ್ತಿಲ್ಲ. ಬ್ಯಾಂಕ್ ಸಾಲದ ಬಡ್ಡಿ ಹೊರೆಯಾಗುತ್ತಿದೆ. ಪೆಟ್ರೋಲ್, ಡೀಸೆಲ್ ಬೆಲೆ ಏರಿಕೆ ದಿನನಿತ್ಯದ ಬದುಕಿನ ಮೇಲೆ ಪರಿಣಾಮ ಬೀರುತ್ತಿದೆ. ಅಡುಗೆ ಅನಿಲದ ದರ ಗಗನಕ್ಕೇರಿದೆ. ತರಕಾರಿ, ಬೇಳೆಕಾಳುಗಳ ಬೆಲೆ ನಿಯಂತ್ರಣಕ್ಕೆ ಸಿಗುತ್ತಿಲ್ಲ. ನಾನು ಬಾಲ್ಯದಲ್ಲಿ ಕಂಡ ಜೀವನವೇ ಬೇರೆ. ಅಪ್ಪ ಒಬ್ಬರೇ ದುಡಿದು ಇಡೀ ಕುಟುಂಬವನ್ನು ಸಾಕುತ್ತಿದ್ದರು. ಆಗ ಇಷ್ಟೊಂದು ಆಸೆ ಆಕಾಂಕ್ಷೆಗಳಿರಲಿಲ್ಲ. ಇದ್ದುದರಲ್ಲೇ ತೃಪ್ತಿ ಕಾಣುತ್ತಿದ್ದೆವು. ಹಬ್ಬಕ್ಕೆ ಹೊಸ ಬಟ್ಟೆ ಸಿಕ್ಕರೆ ಅದೇ ದೊಡ್ಡ ಸಂಭ್ರಮ. ಇಂದು ಪ್ರತಿದಿನವೂ ಹಬ್ಬವೇ, ಆದರೆ ಸಂತೋಷ ಮಾತ್ರ ಮಾಯವಾಗಿದೆ. ನನ್ನ ತಂದೆ ಹೇಳುತ್ತಿದ್ದ ಮಾತು ನೆನಪಾಗುತ್ತದೆ "ನಮ್ಮ ನೆಮ್ಮದಿ ನಮ್ಮ ಕೈಯಲ್ಲೇ ಇದೆ". ಹೋಲಿಕೆ ಮಾಡಿಕೊಳ್ಳುವುದನ್ನು ಬಿಟ್ಟರೆ ಅರ್ಧ ಸಮಸ್ಯೆ ಬಗೆಹರಿಯುತ್ತದೆ. ಮಕ್ಕಳಿಗೆ ಬೇಕಾದುದನ್ನು ಕೊಡಿಸುವ ಬದಲು ಅಗತ್ಯವಿರುವುದನ್ನು ಮಾತ್ರ ಕೊಡಿಸಬೇಕು. (684, 577, 865, 1220)
page-number: 4 (130, 85, 159, 133)
letter-divider-1 (95, 1127, 461, 1129)
talakadu-byline: – ಬನ್ನೂರು ಕೆ. ರಾಜು (1371, 2123, 1475, 2141)
mini-masthead: ಮೈಸೂರು ಮಿತ್ರ (161, 300, 394, 335)
talakadu-col-2: ಮತ್ತು ಮಧ್ಯದಲ್ಲಿ ಈಶಾನ್ಯ ಮುಖದಿಂದ ವೈದ್ಯನಾಥೇಶ್ವರನು ನೆಲೆಸಿದ್ದಾನೆ. ಪಂಚಮುಖ ಶಿವನ ಐದು ಮುಖಗಳೇ ಈ ಪಂಚಲಿಂಗಗಳು ಎಂಬ ನಂಬಿಕೆ ಇದೆ. ಮಾತೃಕೇಂದ್ರ ವೈದ್ಯನಾಥೇಶ್ವರ ದೇವಾಲಯ ಇಲ್ಲಿನ ಪ್ರಮುಖ ದೇವಾಲಯ. ಇದು ದ್ರಾವಿಡ ಶೈಲಿಯಲ್ಲಿ ನಿರ್ಮಾಣವಾಗಿದ್ದು ಸುಂದರ ಕೆತ್ತನೆಗಳಿಂದ ಕೂಡಿದೆ. ದೇವಾಲಯದ ದ್ವಾರದಲ್ಲಿ ಬೃಹತ್ ದ್ವಾರಪಾಲಕರ ವಿಗ್ರಹಗಳಿವೆ. ಸೋಮದತ್ತ ಮುನಿ ಮತ್ತು ಅವರ ಶಿಷ್ಯರು ಆನೆಯ ರೂಪದಲ್ಲಿ ಶಿವನನ್ನು ಪೂಜಿಸಿದರು ಎಂಬ ಪ್ರತೀತಿ. ತಲ ಮತ್ತು ಕಾಡ ಎಂಬ ಬೇಡರು ಮರವನ್ನು ಕಡಿದಾಗ ರಕ್ತ ಹರಿಯಿತು, ಶಿವನು ಪ್ರತ್ಯಕ್ಷನಾದನು ಎಂಬ ಕಥೆಯೂ ಇದೆ. ಆ ಬೇಡರ ಹೆಸರಿನಿಂದಲೇ ತಲಕಾಡು ಎಂಬ ಹೆಸರು ಬಂದಿದೆ ಎನ್ನಲಾಗುತ್ತದೆ. ವೈದ್ಯನಾಥೇಶ್ವರ: ವೈದ್ಯನಾಥೇಶ್ವರ ದೇವಾಲಯವು ಚೋಳರ ಕಾಲದ ಶಿಲ್ಪಕಲೆಗೆ ಸಾಕ್ಷಿಯಾಗಿದೆ. ಪಂಚಲಿಂಗ ದರ್ಶನದ ಸಂದರ್ಭದಲ್ಲಿ ಭಕ್ತರು ಮೊದಲು ಕಾವೇರಿಯಲ್ಲಿ (689, 1813, 908, 2161)
paper-date: ಸೋಮವಾರ 14 ಡಿಸೆಂಬರ್ 2020 (161, 339, 395, 361)
letter-3-body: ಮಾನ್ಯರೆ, ಇತ್ತೀಚೆಗೆ ಸಮಾಜದಲ್ಲಿ ಅಮಾನವೀಯ ಕೃತ್ಯಗಳು ಹೆಚ್ಚುತ್ತಿರುವುದು ಕಳವಳಕಾರಿ ಸಂಗತಿ. ಮಹಿಳೆಯರು ಮತ್ತು ಮಕ್ಕಳ ಮೇಲಿನ ದೌರ್ಜನ್ಯ ತಡೆಯಲು ಕಠಿಣ ಕಾನೂನು ಜಾರಿಗೆ ಬರಬೇಕು. ಶಾಲಾ ಹಂತದಿಂದಲೇ ನೈತಿಕ ಶಿಕ್ಷಣ ನೀಡುವುದು ಅಗತ್ಯ. ಪೋಷಕರು ಮಕ್ಕಳಲ್ಲಿ ಉತ್ತಮ ಸಂಸ್ಕಾರ ಬೆಳೆಸಬೇಕು. ಮಾಧ್ಯಮಗಳು ಜವಾಬ್ದಾರಿಯುತವಾಗಿ ವರ್ತಿಸಬೇಕು. (97, 1935, 458, 2028)
talakadu-headline (486, 1350, 1475, 1415)
lahari-col-4: ಮಗಳ ಬಳಿ ನಾಲ್ಕು ಜೊತೆ ಚಪ್ಪಲಿ, ಮಗನ ಬಳಿ ಆರು ಜೊತೆ ಶೂ. ಆದರೂ ಹೊಸದನ್ನು ಕೇಳುತ್ತಾರೆ. ಇಲ್ಲ ಎಂದರೆ ಮುನಿಸಿಕೊಳ್ಳುತ್ತಾರೆ. ಅವರಿಗೆ ಹಣದ ಮೌಲ್ಯ ತಿಳಿಸುವುದು ನಮ್ಮ ಕರ್ತವ್ಯ. "ಇಚ್ಛೆಯನರಿತು ನಡೆವ ಸತಿ" ಎಂದು ಸರ್ವಜ್ಞ ಹೇಳಿದಂತೆ ಪತ್ನಿಯ ಸಹಕಾರವಿದ್ದರೆ ಜೀವನ ಸುಗಮ. ಅದೃಷ್ಟವಶಾತ್ ನನ್ನ ಪತ್ನಿ ಮಿತವ್ಯಯಿ. ಮನೆಯ ಖರ್ಚನ್ನು ಚೆನ್ನಾಗಿ ನಿಭಾಯಿಸುತ್ತಾಳೆ. ಆದರೂ ಮಕ್ಕಳ ಬೇಡಿಕೆಗಳ ಮುಂದೆ ಕೆಲವೊಮ್ಮೆ ಸೋಲುತ್ತೇವೆ. ಮನೆಯ ಬಾಡಿಗೆ ಪ್ರತಿ ವರ್ಷ ಹೆಚ್ಚುತ್ತದೆ. ಸ್ವಂತ ಮನೆ ಎಂಬುದು ಕನಸಾಗಿಯೇ ಉಳಿದಿದೆ. ಗೃಹಸಾಲ ಪಡೆಯಲು ಬ್ಯಾಂಕ್‌ಗೆ ಹೋದರೆ ನೂರೆಂಟು ದಾಖಲೆ ಕೇಳುತ್ತಾರೆ. ಸಾಲ ಸಿಕ್ಕರೂ ಇಪ್ಪತ್ತು ವರ್ಷ ಕಂತು ಕಟ್ಟಬೇಕು. ಜೀವನ ಪೂರ್ತಿ ಸಾಲದ ಹೊರೆಯಲ್ಲೇ ಕಳೆಯಬೇಕು. ಆದರೂ ಆಶಾವಾದಿಯಾಗಿರಬೇಕು. ಕಷ್ಟಗಳು ಶಾಶ್ವತವಲ್ಲ. ಪ್ರಾಮಾಣಿಕವಾಗಿ ದುಡಿದರೆ ಒಂದಲ್ಲ ಒಂದು ದಿನ ಫಲ ಸಿಗುತ್ತದೆ. ಮಕ್ಕಳಿಗೆ ಉತ್ತಮ ಶಿಕ್ಷಣ, ಸಂಸ್ಕಾರ ನೀಡಿದರೆ ಅದೇ ದೊಡ್ಡ ಆಸ್ತಿ. ಹಿರಿಯರ ಆಶೀರ್ವಾದ, ಕುಟುಂಬದ ಪ್ರೀತಿ ಇದ್ದರೆ ಯಾವ ಕಷ್ಟವನ್ನೂ ಎದುರಿಸಬಹುದು. (1076, 577, 1280, 984)
letter-2-body-cont: ಸರ್ಕಾರ ಮತ್ತು ನೌಕರರು ಮಾತುಕತೆಯ ಮೂಲಕ ಸಮಸ್ಯೆ ಬಗೆಹರಿಸಿಕೊಳ್ಳಬೇಕು. ಮುಷ್ಕರದಿಂದ ಯಾರಿಗೂ ಲಾಭವಿಲ್ಲ. ಜನಸಾಮಾನ್ಯರ ಹಿತದೃಷ್ಟಿಯಿಂದ ಶೀಘ್ರವೇ ಪರಿಹಾರ ಕಂಡುಕೊಳ್ಳಬೇಕು. ರೈತರು, ಕಾರ್ಮಿಕರು, ವ್ಯಾಪಾರಿಗಳು ಎಲ್ಲರೂ ಈ ಮುಷ್ಕರದಿಂದ ಸಂಕಷ್ಟಕ್ಕೆ ಸಿಲುಕಿದ್ದಾರೆ. ಖಾಸಗಿ ವಾಹನಗಳ ದರ ಏರಿಕೆಯಿಂದ ಜನರ ಜೇಬಿಗೆ ಕತ್ತರಿ ಬಿದ್ದಿದೆ. ಆಡಳಿತ ಮತ್ತು ಪ್ರತಿಪಕ್ಷಗಳು ರಾಜಕೀಯ ಬದಿಗಿಟ್ಟು ಜನರ ಕಷ್ಟ ಅರಿಯಬೇಕು. (97, 1534, 458, 1627)
lahari-tag: ಲಹರಿ (1216, 153, 1463, 208)
dancing-figure-icon (375, 149, 418, 200)
laughing-face-icon (137, 153, 181, 196)
